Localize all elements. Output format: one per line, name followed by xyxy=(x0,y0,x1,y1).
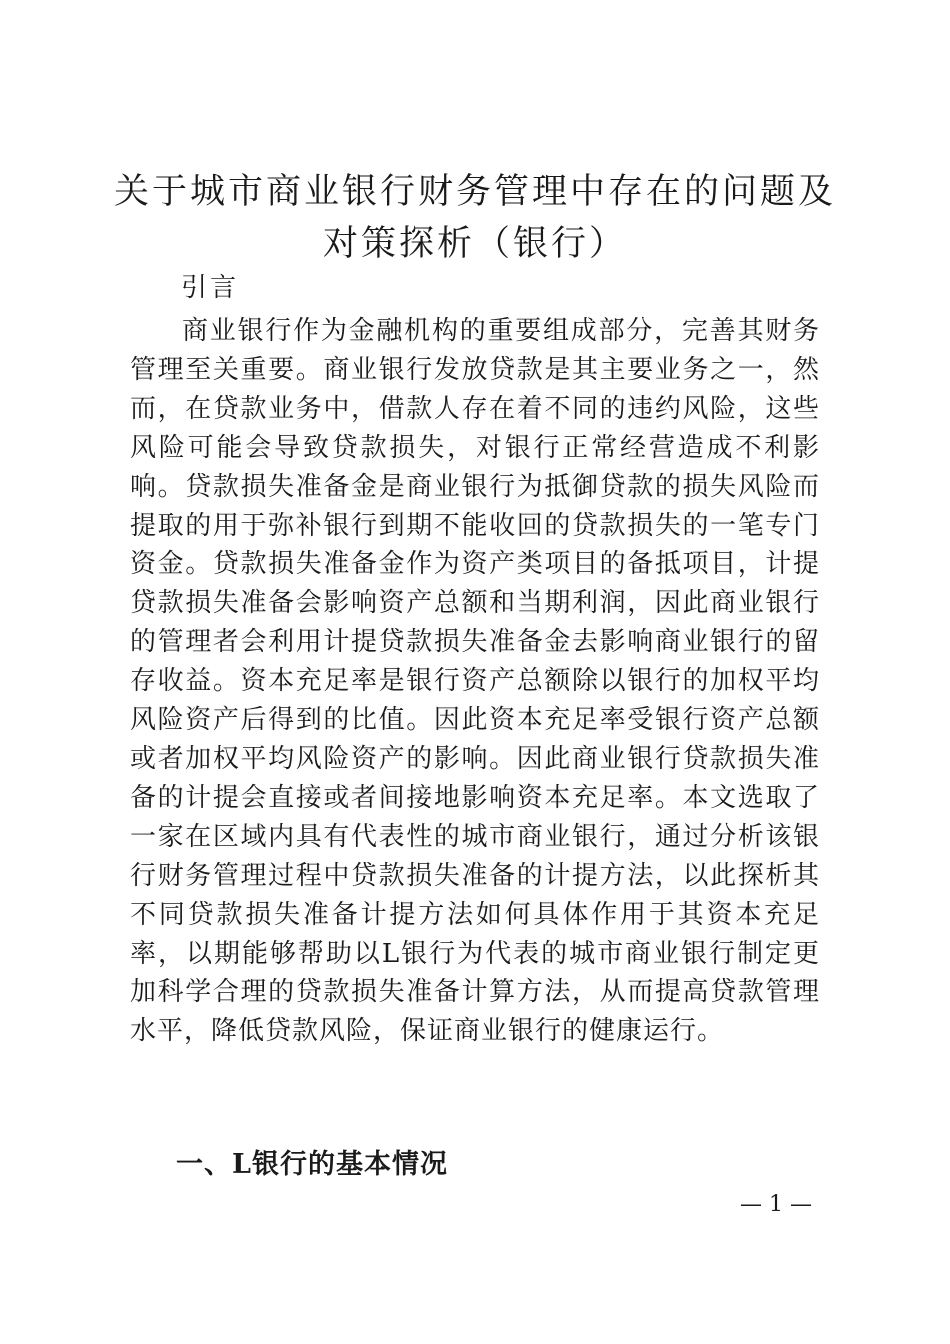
document-title: 关于城市商业银行财务管理中存在的问题及对策探析（银行） xyxy=(113,172,836,264)
intro-heading: 引言 xyxy=(181,273,240,303)
intro-paragraph: 商业银行作为金融机构的重要组成部分，完善其财务管理至关重要。商业银行发放贷款是其主要业务之一，然而，在贷款业务中，借款人存在着不同的违约风险，这些风险可能会导致贷款损失，对银行正常经营造成不利影响。贷款损失准备金是商业银行为抵御贷款的损失风险而提取的用于弥补银行到期不能收回的贷款损失的一笔专门资金。贷款损失准备金作为资产类项目的备抵项目，计提贷款损失准备会影响资产总额和当期利润，因此商业银行的管理者会利用计提贷款损失准备金去影响商业银行的留存收益。资本充足率是银行资产总额除以银行的加权平均风险资产后得到的比值。因此资本充足率受银行资产总额或者加权平均风险资产的影响。因此商业银行贷款损失准备的计提会直接或者间接地影响资本充足率。本文选取了一家在区域内具有代表性的城市商业银行，通过分析该银行财务管理过程中贷款损失准备的计提方法，以此探析其不同贷款损失准备计提方法如何具体作用于其资本充足率，以期能够帮助以L银行为代表的城市商业银行制定更加科学合理的贷款损失准备计算方法，从而提高贷款管理水平，降低贷款风险，保证商业银行的健康运行。 xyxy=(130,316,820,1047)
section-heading: 一、L银行的基本情况 xyxy=(176,1149,448,1180)
page-number: — 1 — xyxy=(740,1192,812,1217)
